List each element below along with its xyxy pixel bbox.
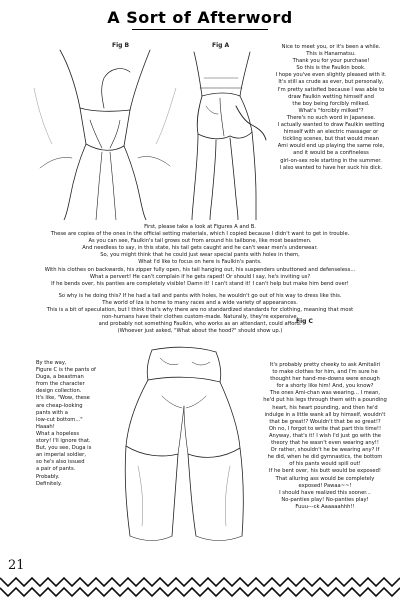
text-line: he'd put his legs through them with a pounding [263, 397, 387, 404]
text-line: girl-on-sex role starting in the summer. [280, 157, 382, 164]
text-line: First, please take a look at Figures A and B. [144, 224, 256, 230]
text-line: So this is the Faulkin book. [296, 65, 366, 72]
text-line: This is Hanamatsu. [306, 51, 356, 58]
text-line: Ami would end up playing the same role, [277, 143, 385, 150]
text-line: Haaah! [36, 423, 55, 430]
figure-b-sketch [30, 48, 180, 220]
text-line: exposed! Pawaa~~! [298, 482, 352, 489]
text-line: The ones Ami-chan was wearing... I mean, [269, 390, 381, 397]
text-line: What a pervert! He can't complain if he gets raped! Or should I say, he's inviting us? [89, 273, 311, 280]
text-line: Anyway, that's it! I wish I'd just go with the [268, 432, 381, 439]
text-line: from the character [36, 381, 85, 388]
text-line: and probably not something Faulkin, who works as an attendant, could afford. [98, 321, 302, 328]
text-line: What a hopeless [36, 430, 80, 437]
text-line: the boy being forcibly milked. [292, 100, 370, 107]
fig-c-label: Fig C [296, 318, 313, 325]
text-line: I also wanted to have her suck his dick. [279, 164, 383, 171]
text-line: he did, when he did gymnastics, the bottom [267, 454, 383, 461]
text-line: I actually wanted to draw Faulkin wetting [277, 122, 385, 129]
text-line: story! I'll ignore that. [36, 438, 91, 445]
text-line: for a shorty like him! And, you know? [276, 383, 374, 390]
bottom-right-text [252, 362, 398, 511]
text-line: himself with an electric massager or [283, 129, 379, 136]
text-line: So, you might think that he could just wear special pants with holes in them, [100, 252, 300, 259]
text-line: draw Faulkin wetting himself and [288, 93, 374, 100]
text-line: Fuuu---ck Aaaaaahhh!! [295, 503, 355, 510]
text-line: are cheap-looking [36, 402, 83, 409]
text-line: heart, his heart pounding, and then he'd [272, 404, 378, 411]
text-line: pants with a [36, 409, 68, 416]
text-line: And needless to say, in this state, his tail gets caught and he can't wear men's underwear. [82, 245, 318, 252]
fig-a-label: Fig A [212, 42, 230, 49]
page-number: 21 [8, 558, 25, 573]
text-line: indulge in a little wank all by himself, wouldn't [264, 411, 386, 418]
text-line: It's like, "Wow, these [36, 395, 90, 402]
text-line: theory that he wasn't even wearing any!! [271, 440, 379, 447]
text-line: design collection. [36, 388, 82, 395]
text-line: Definitely. [36, 480, 62, 487]
text-line: So why is he doing this? If he had a tail and pants with holes, he wouldn't go out of his way to dress like this. [58, 293, 342, 299]
zigzag-border [0, 576, 400, 604]
text-line: an imperial soldier, [36, 452, 86, 459]
text-line: and it would be a confineless [293, 150, 369, 157]
text-line: This is a bit of speculation, but I think that's why there are no standardized standards for clothing, meaning that most [46, 307, 354, 314]
text-line: No-panties play! No-panties play! [281, 496, 369, 503]
text-line: that be great!? Wouldn't that be so great!? [269, 418, 381, 425]
text-line: With his clothes on backwards, his zipper fully open, his tail hanging out, his suspenders unbuttoned and defenseless... [44, 266, 356, 273]
text-line: I'm pretty satisfied because I was able to [277, 86, 385, 93]
text-line: Oh no, I forgot to write that part this time!! [268, 425, 382, 432]
text-line: These are copies of the ones in the official setting materials, which I copied because I didn't want to get in trouble. [50, 231, 350, 238]
text-line: As you can see, Faulkin's tail grows out from around his tailbone, like most beastmen. [88, 238, 312, 245]
text-line: low-cut bottom..." [36, 416, 83, 423]
text-line: of his pants would spill out! [289, 461, 361, 468]
text-line: Probably. [36, 473, 60, 480]
middle-text [4, 224, 396, 288]
text-line: There's no such word in Japanese. [286, 114, 376, 121]
text-line: It's still as crude as ever, but personally, [278, 79, 384, 86]
text-line: The world of Iza is home to many races and a wide variety of appearances. [102, 300, 298, 307]
text-line: By the way, [36, 360, 67, 366]
text-line: tickling scenes, but that would mean [283, 136, 379, 143]
text-line: If he bent over, his butt would be exposed! [269, 468, 381, 475]
text-line: Figure C is the pants of [36, 367, 96, 374]
text-line: non-humans have their clothes custom-made. Naturally, they're expensive, [101, 314, 299, 321]
top-right-text [264, 44, 398, 172]
text-line: That alluring ass would be completely [275, 475, 375, 482]
page-title: A Sort of Afterword [107, 8, 293, 27]
text-line: I hope you've even slightly pleased with it. [275, 72, 387, 79]
figure-a-sketch [180, 48, 268, 220]
text-line: What I'd like to focus on here is Faulkin's pants. [138, 259, 262, 266]
text-line: If he bends over, his panties are completely visible! Damn it! I can't stand it! I can't help but make him bend over! [51, 280, 349, 287]
text-line: Thank you for your purchase! [292, 58, 370, 65]
fig-b-label: Fig B [112, 42, 130, 49]
text-line: Nice to meet you, or it's been a while. [281, 44, 381, 50]
figure-c-sketch [112, 336, 262, 556]
text-line: Or rather, shouldn't he be wearing any? If [270, 447, 380, 454]
text-line: I should have realized this sooner... [279, 489, 371, 496]
text-line: so he's also issued [36, 459, 85, 466]
middle-text-2 [4, 293, 396, 336]
text-line: What's "forcibly milked"? [298, 107, 364, 114]
title-underline [132, 29, 268, 30]
text-line: thought her hand-me-downs were enough [270, 376, 380, 383]
text-line: Duga, a beastman [36, 374, 84, 381]
bottom-left-text [36, 360, 110, 488]
text-line: It's probably pretty cheeky to ask Amitaliri [269, 362, 381, 368]
text-line: But, you see, Duga is [36, 445, 92, 452]
text-line: a pair of pants. [36, 466, 76, 473]
text-line: (Whoever just asked, "What about the hood?" should show up.) [117, 328, 283, 335]
text-line: to make clothes for him, and I'm sure he [272, 369, 378, 376]
